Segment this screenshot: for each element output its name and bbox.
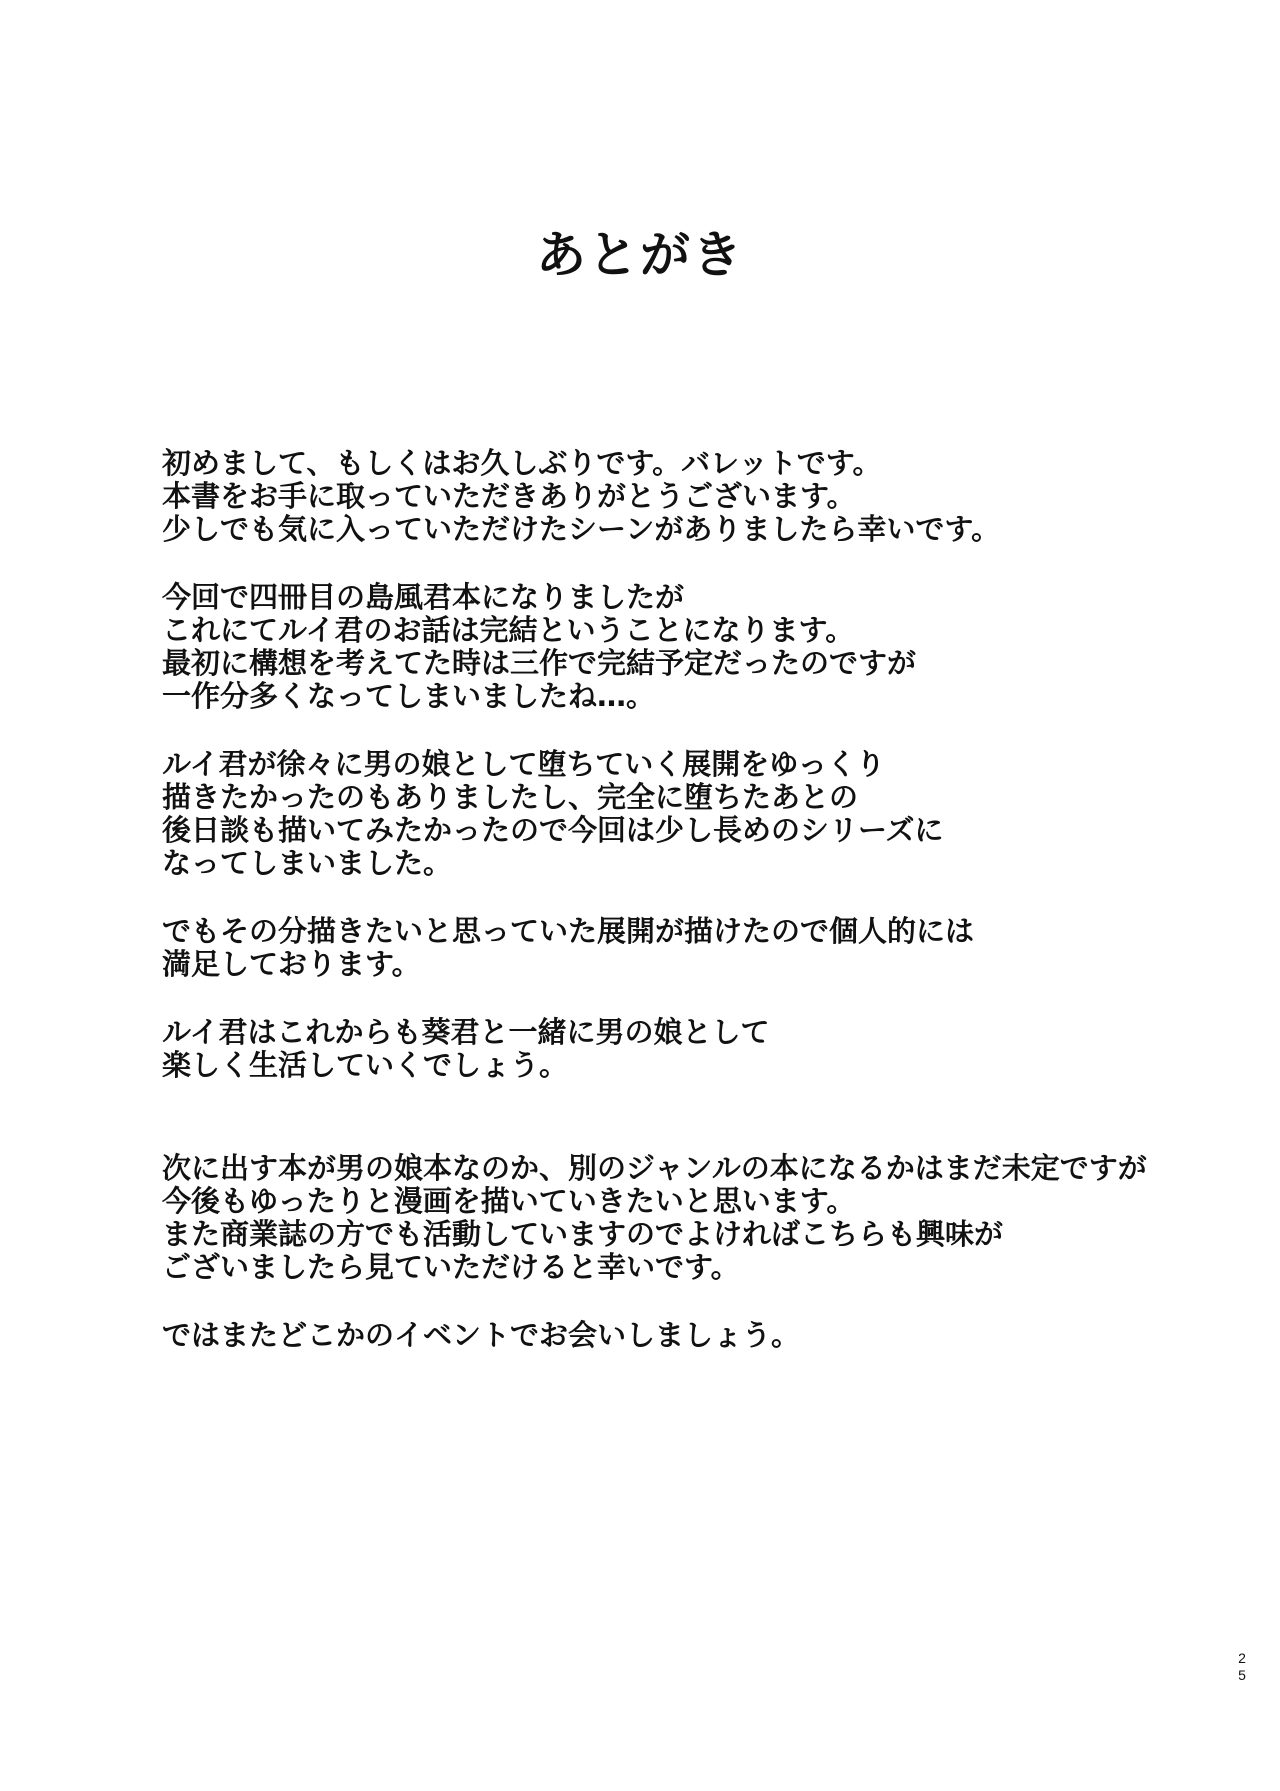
paragraph-1 (162, 447, 1182, 546)
text-line: 次に出す本が男の娘本なのか、別のジャンルの本になるかはまだ未定ですが (162, 1151, 1147, 1185)
text-line: ルイ君が徐々に男の娘として堕ちていく展開をゆっくり (162, 747, 885, 781)
page-number-digit: 5 (1238, 1667, 1246, 1683)
text-line: 今後もゆったりと漫画を描いていきたいと思います。 (162, 1184, 856, 1218)
page-number-digit: 2 (1238, 1650, 1246, 1666)
paragraph-3 (162, 748, 1182, 880)
text-line: 後日談も描いてみたかったので今回は少し長めのシリーズに (162, 813, 944, 847)
text-line: ルイ君はこれからも葵君と一緒に男の娘として (162, 1015, 770, 1049)
text-line: 描きたかったのもありましたし、完全に堕ちたあとの (162, 780, 859, 814)
text-line: 楽しく生活していくでしょう。 (162, 1048, 569, 1082)
text-line: 最初に構想を考えてた時は三作で完結予定だったのですが (162, 646, 917, 680)
paragraph-4 (162, 915, 1182, 981)
text-line: 初めまして、もしくはお久しぶりです。バレットです。 (162, 446, 882, 480)
afterword-body (162, 447, 1182, 1352)
text-line: 満足しております。 (162, 947, 421, 981)
text-line: 今回で四冊目の島風君本になりましたが (162, 580, 685, 614)
text-line: ございましたら見ていただけると幸いです。 (162, 1250, 740, 1284)
paragraph-6 (162, 1152, 1182, 1284)
paragraph-5 (162, 1016, 1182, 1082)
text-line: 少しでも気に入っていただけたシーンがありましたら幸いです。 (162, 512, 1001, 546)
text-line: また商業誌の方でも活動していますのでよければこちらも興味が (162, 1217, 1004, 1251)
page-title: あとがき (536, 226, 744, 284)
text-line: これにてルイ君のお話は完結ということになります。 (162, 613, 855, 647)
paragraph-7 (162, 1319, 1182, 1352)
paragraph-2 (162, 581, 1182, 713)
text-line: でもその分描きたいと思っていた展開が描けたので個人的には (162, 914, 975, 948)
text-line: なってしまいました。 (162, 846, 453, 880)
text-line: ではまたどこかのイベントでお会いしましょう。 (162, 1318, 801, 1352)
text-line: 一作分多くなってしまいましたね…。 (162, 679, 656, 713)
text-line: 本書をお手に取っていただきありがとうございます。 (162, 479, 856, 513)
page-number (1232, 1650, 1252, 1684)
